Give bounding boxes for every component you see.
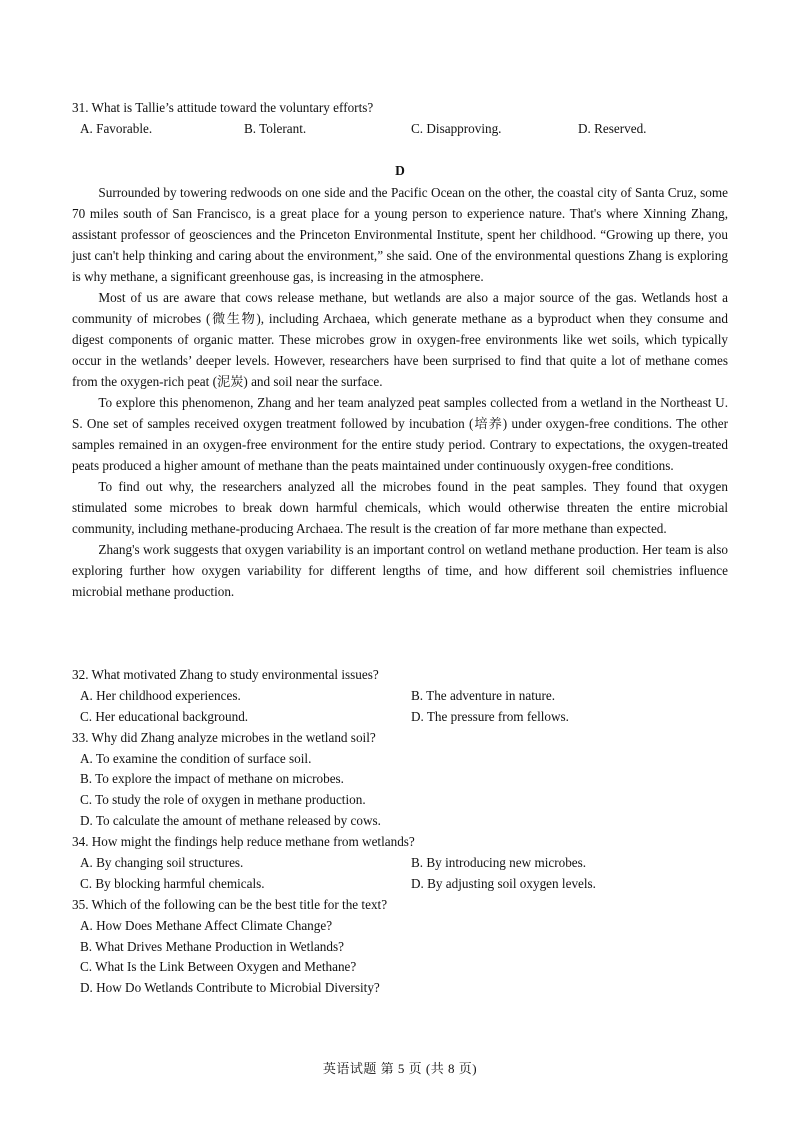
question-31-option-b: B. Tolerant. [244,121,307,136]
question-35-option-b: B. What Drives Methane Production in Wetlands? [80,938,344,954]
question-35-option-d: D. How Do Wetlands Contribute to Microbial Diversity? [80,980,380,996]
question-34-option-d: D. By adjusting soil oxygen levels. [411,875,596,891]
question-32-row-cd [72,707,728,728]
question-32-option-a: A. Her childhood experiences. [80,687,241,703]
question-34-row-cd [72,874,728,895]
passage-paragraph: Most of us are aware that cows release methane, but wetlands are also a major source of the gas. Wetlands host a community of microbes (微生物), including Archaea, which generate methane as a byproduct when they consume and digest components of organic matter. These microbes grow in oxygen-free environments like wet soils, which typically occur in the wetlands’ deeper levels. However, researchers have been surprised to find that quite a lot of methane comes from the oxygen-rich peat (泥炭) and soil near the surface. [72,290,728,389]
questions-block [72,665,728,999]
passage-paragraph: Zhang's work suggests that oxygen variability is an important control on wetland methane production. Her team is also exploring further how oxygen variability for different lengths of time, and how different soil chemistries influence microbial methane production. [72,542,728,599]
question-32-stem: 32. What motivated Zhang to study environmental issues? [72,667,379,682]
question-33-option-c: C. To study the role of oxygen in methane production. [80,792,366,808]
question-35-option-a: A. How Does Methane Affect Climate Change? [80,917,333,933]
question-32-option-c: C. Her educational background. [80,708,249,724]
question-32-row-ab [72,686,728,707]
question-35-option-c: C. What Is the Link Between Oxygen and Methane? [80,959,357,975]
passage-paragraph: To explore this phenomenon, Zhang and her team analyzed peat samples collected from a wetland in the Northeast U. S. One set of samples received oxygen treatment followed by incubation (培养) under oxygen-free conditions. The other samples remained in an oxygen-free environment for the entire study period. Contrary to expectations, the oxygen-treated peats produced a higher amount of methane than the peats maintained under continuously oxygen-free conditions. [72,395,728,473]
question-33-row-c [72,790,728,811]
question-33-row-b [72,769,728,790]
question-31-option-c: C. Disapproving. [411,121,502,136]
question-33-stem: 33. Why did Zhang analyze microbes in the wetland soil? [72,729,376,745]
page-footer: 英语试题 第 5 页 (共 8 页) [322,1061,478,1076]
question-31-stem: 31. What is Tallie’s attitude toward the voluntary efforts? [72,100,374,115]
question-32-option-d: D. The pressure from fellows. [411,708,569,724]
question-33-row-a [72,749,728,770]
question-35-row-b [72,937,728,958]
question-34-row-ab [72,853,728,874]
passage-paragraph: To find out why, the researchers analyzed all the microbes found in the peat samples. They found that oxygen stimulated some microbes to break down harmful chemicals, which would otherwise threaten the entire microbial community, including methane-producing Archaea. The result is the creation of far more methane than expected. [72,479,728,536]
question-33-option-d: D. To calculate the amount of methane released by cows. [80,813,381,829]
question-35-row-a [72,916,728,937]
question-34-option-a: A. By changing soil structures. [80,855,244,871]
passage-paragraph: Surrounded by towering redwoods on one side and the Pacific Ocean on the other, the coastal city of Santa Cruz, some 70 miles south of San Francisco, is a great place for a young person to experience nature. That's where Xinning Zhang, assistant professor of geosciences and the Princeton Environmental Institute, spent her childhood. “Growing up there, you just can't help thinking and caring about the environment,” she said. One of the environmental questions Zhang is exploring is why methane, a significant greenhouse gas, is increasing in the atmosphere. [72,185,728,284]
question-33-row-d [72,811,728,832]
question-32-option-b: B. The adventure in nature. [411,687,556,703]
question-34-option-c: C. By blocking harmful chemicals. [80,875,265,891]
question-35-stem: 35. Which of the following can be the best title for the text? [72,896,388,912]
question-34-option-b: B. By introducing new microbes. [411,855,587,871]
question-31-option-a: A. Favorable. [80,121,153,136]
question-35-row-d [72,978,728,999]
question-33-option-b: B. To explore the impact of methane on microbes. [80,771,344,787]
question-31-option-d: D. Reserved. [578,121,647,136]
question-33-option-a: A. To examine the condition of surface soil. [80,750,312,766]
section-heading: D [395,163,405,178]
question-34-stem: 34. How might the findings help reduce methane from wetlands? [72,834,415,850]
reading-passage [72,182,728,602]
question-35-row-c [72,957,728,978]
